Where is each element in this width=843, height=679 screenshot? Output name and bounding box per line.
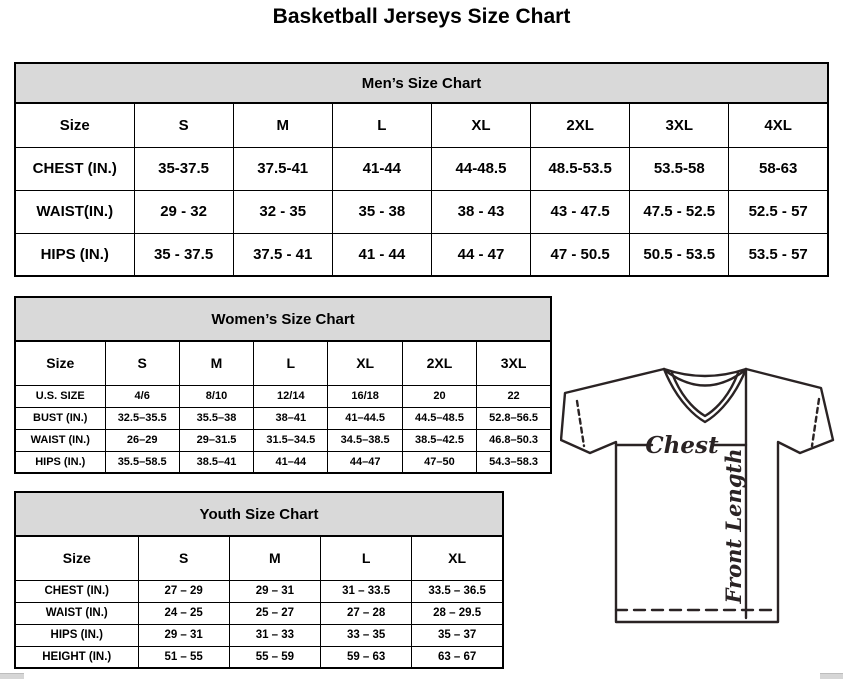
size-value-cell: 50.5 - 53.5 <box>630 233 729 276</box>
size-value-cell: 35.5–38 <box>179 407 253 429</box>
size-value-cell: 38.5–42.5 <box>402 429 476 451</box>
row-label: WAIST(IN.) <box>15 190 134 233</box>
size-value-cell: 47.5 - 52.5 <box>630 190 729 233</box>
size-value-cell: 63 – 67 <box>412 646 503 668</box>
column-header: 2XL <box>402 341 476 385</box>
size-value-cell: 29–31.5 <box>179 429 253 451</box>
row-label: HIPS (IN.) <box>15 624 138 646</box>
size-value-cell: 28 – 29.5 <box>412 602 503 624</box>
jersey-outline <box>561 369 833 622</box>
row-label: BUST (IN.) <box>15 407 105 429</box>
column-header: Size <box>15 103 134 147</box>
column-header: XL <box>328 341 402 385</box>
size-value-cell: 47–50 <box>402 451 476 473</box>
men-table-title: Men’s Size Chart <box>15 63 828 103</box>
youth-table-title: Youth Size Chart <box>15 492 503 536</box>
column-header: S <box>105 341 179 385</box>
size-value-cell: 33.5 – 36.5 <box>412 580 503 602</box>
table-row <box>15 429 551 451</box>
table-row <box>15 451 551 473</box>
size-value-cell: 41–44.5 <box>328 407 402 429</box>
size-value-cell: 32.5–35.5 <box>105 407 179 429</box>
size-value-cell: 44.5–48.5 <box>402 407 476 429</box>
size-value-cell: 48.5-53.5 <box>531 147 630 190</box>
size-value-cell: 53.5-58 <box>630 147 729 190</box>
column-header: M <box>229 536 320 580</box>
size-value-cell: 53.5 - 57 <box>729 233 828 276</box>
row-label: HIPS (IN.) <box>15 233 134 276</box>
size-value-cell: 58-63 <box>729 147 828 190</box>
row-label: WAIST (IN.) <box>15 602 138 624</box>
table-row <box>15 147 828 190</box>
size-value-cell: 37.5-41 <box>233 147 332 190</box>
size-value-cell: 29 – 31 <box>229 580 320 602</box>
table-row <box>15 190 828 233</box>
column-header: M <box>233 103 332 147</box>
left-cuff-dashed-line <box>577 401 584 446</box>
column-header: L <box>321 536 412 580</box>
size-value-cell: 41–44 <box>254 451 328 473</box>
size-value-cell: 52.5 - 57 <box>729 190 828 233</box>
size-value-cell: 44–47 <box>328 451 402 473</box>
row-label: WAIST (IN.) <box>15 429 105 451</box>
table-row <box>15 602 503 624</box>
row-label: CHEST (IN.) <box>15 147 134 190</box>
row-label: U.S. SIZE <box>15 385 105 407</box>
right-cuff-dashed-line <box>812 399 819 446</box>
size-value-cell: 54.3–58.3 <box>477 451 551 473</box>
size-value-cell: 29 - 32 <box>134 190 233 233</box>
size-value-cell: 35 - 37.5 <box>134 233 233 276</box>
size-value-cell: 12/14 <box>254 385 328 407</box>
table-row <box>15 646 503 668</box>
horizontal-scrollbar-fragment-right[interactable] <box>820 673 843 679</box>
size-value-cell: 43 - 47.5 <box>531 190 630 233</box>
jersey-measurement-diagram <box>560 356 843 640</box>
womens-size-chart-table <box>14 296 552 472</box>
size-value-cell: 29 – 31 <box>138 624 229 646</box>
size-value-cell: 20 <box>402 385 476 407</box>
size-value-cell: 44-48.5 <box>431 147 530 190</box>
column-header: 4XL <box>729 103 828 147</box>
size-value-cell: 16/18 <box>328 385 402 407</box>
page-title: Basketball Jerseys Size Chart <box>272 5 571 28</box>
column-header: 3XL <box>630 103 729 147</box>
size-value-cell: 38.5–41 <box>179 451 253 473</box>
size-value-cell: 38–41 <box>254 407 328 429</box>
size-value-cell: 41-44 <box>332 147 431 190</box>
row-label: HEIGHT (IN.) <box>15 646 138 668</box>
column-header: L <box>332 103 431 147</box>
table-row <box>15 385 551 407</box>
chest-label: Chest <box>645 432 719 459</box>
column-header: S <box>138 536 229 580</box>
size-value-cell: 34.5–38.5 <box>328 429 402 451</box>
column-header: Size <box>15 341 105 385</box>
size-value-cell: 51 – 55 <box>138 646 229 668</box>
front-length-label: Front Length <box>721 448 746 604</box>
size-value-cell: 25 – 27 <box>229 602 320 624</box>
size-value-cell: 59 – 63 <box>321 646 412 668</box>
row-label: CHEST (IN.) <box>15 580 138 602</box>
column-header: L <box>254 341 328 385</box>
table-row <box>15 580 503 602</box>
size-value-cell: 4/6 <box>105 385 179 407</box>
size-value-cell: 26–29 <box>105 429 179 451</box>
table-row <box>15 407 551 429</box>
column-header: XL <box>431 103 530 147</box>
size-value-cell: 33 – 35 <box>321 624 412 646</box>
size-value-cell: 27 – 28 <box>321 602 412 624</box>
women-table-title: Women’s Size Chart <box>15 297 551 341</box>
size-value-cell: 46.8–50.3 <box>477 429 551 451</box>
size-value-cell: 22 <box>477 385 551 407</box>
youth-size-chart-table <box>14 491 504 668</box>
mens-size-chart-table <box>14 62 829 276</box>
size-value-cell: 31.5–34.5 <box>254 429 328 451</box>
column-header: Size <box>15 536 138 580</box>
size-value-cell: 47 - 50.5 <box>531 233 630 276</box>
size-value-cell: 38 - 43 <box>431 190 530 233</box>
size-value-cell: 55 – 59 <box>229 646 320 668</box>
size-value-cell: 41 - 44 <box>332 233 431 276</box>
size-value-cell: 35-37.5 <box>134 147 233 190</box>
size-value-cell: 35.5–58.5 <box>105 451 179 473</box>
size-value-cell: 44 - 47 <box>431 233 530 276</box>
column-header: XL <box>412 536 503 580</box>
size-value-cell: 35 - 38 <box>332 190 431 233</box>
size-value-cell: 37.5 - 41 <box>233 233 332 276</box>
table-row <box>15 624 503 646</box>
table-row <box>15 233 828 276</box>
size-value-cell: 27 – 29 <box>138 580 229 602</box>
size-value-cell: 52.8–56.5 <box>477 407 551 429</box>
size-value-cell: 31 – 33.5 <box>321 580 412 602</box>
column-header: 3XL <box>477 341 551 385</box>
size-value-cell: 24 – 25 <box>138 602 229 624</box>
column-header: 2XL <box>531 103 630 147</box>
size-value-cell: 31 – 33 <box>229 624 320 646</box>
size-value-cell: 32 - 35 <box>233 190 332 233</box>
row-label: HIPS (IN.) <box>15 451 105 473</box>
horizontal-scrollbar-fragment-left[interactable] <box>0 673 24 679</box>
collar-back-arc-outer <box>664 369 746 376</box>
size-value-cell: 35 – 37 <box>412 624 503 646</box>
column-header: M <box>179 341 253 385</box>
size-value-cell: 8/10 <box>179 385 253 407</box>
column-header: S <box>134 103 233 147</box>
